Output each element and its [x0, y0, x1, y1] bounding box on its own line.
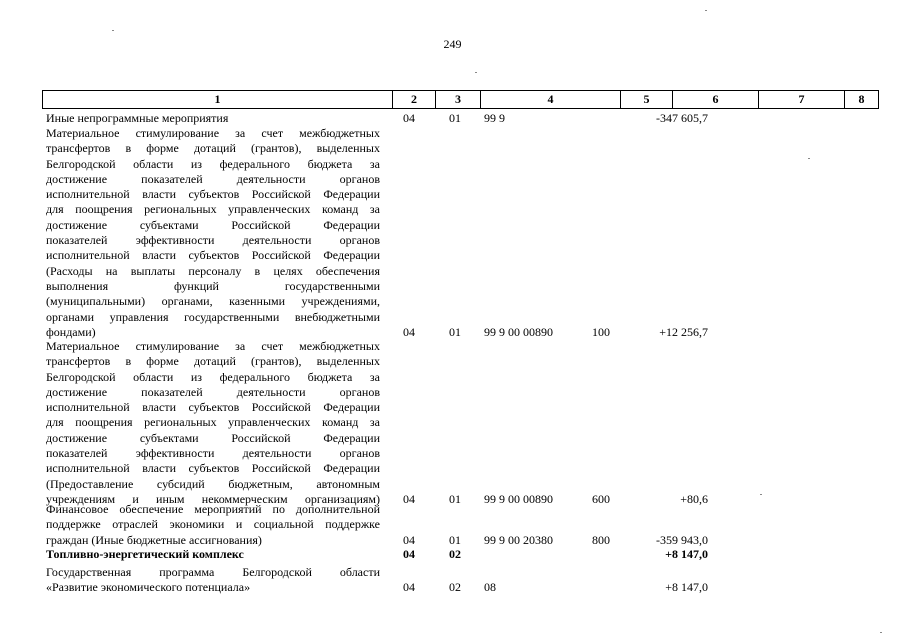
- expense-type-code: 800: [592, 532, 610, 547]
- subsection-code: 02: [449, 547, 461, 561]
- subsection-code: 01: [449, 324, 461, 339]
- header-col-2: 2: [393, 91, 436, 108]
- description-line: исполнительной власти субъектов Российской Федерации: [46, 187, 380, 202]
- description-line: достижение показателей деятельности органов: [46, 384, 380, 399]
- subsection-code: 02: [449, 580, 461, 595]
- row-description: [46, 111, 380, 126]
- amount-value: -347 605,7: [656, 111, 708, 125]
- section-code: 04: [403, 324, 415, 339]
- amount-value: +8 147,0: [665, 580, 708, 595]
- scan-speck: [705, 10, 707, 11]
- expense-type-code: 600: [592, 492, 610, 506]
- row-description: [46, 565, 380, 596]
- amount-value: -359 943,0: [656, 532, 708, 547]
- description-line: (муниципальными) органами, казенными учреждениями,: [46, 294, 380, 309]
- description-line: Материальное стимулирование за счет межбюджетных: [46, 126, 380, 140]
- header-col-7: 7: [759, 91, 845, 108]
- description-line: учреждениям и иным некоммерческим организациям): [46, 491, 380, 506]
- table-header: [42, 90, 879, 109]
- scan-speck: [760, 494, 762, 495]
- description-line: исполнительной власти субъектов Российской Федерации: [46, 461, 380, 476]
- description-line: трансфертов в форме дотаций (грантов), выделенных: [46, 354, 380, 369]
- section-code: 04: [403, 492, 415, 506]
- description-line: Иные непрограммные мероприятия: [46, 111, 229, 125]
- scan-speck: [475, 72, 477, 73]
- description-line: достижение субъектами Российской Федерации: [46, 217, 380, 232]
- description-line: показателей эффективности деятельности органов: [46, 446, 380, 461]
- description-line: Белгородской области из федерального бюджета за: [46, 369, 380, 384]
- description-line: Государственная программа Белгородской области: [46, 565, 380, 579]
- description-line: выполнения функций государственными: [46, 278, 380, 293]
- target-article-code: 08: [484, 580, 496, 595]
- header-col-3: 3: [436, 91, 481, 108]
- target-article-code: 99 9: [484, 111, 505, 125]
- description-line: Белгородской области из федерального бюджета за: [46, 156, 380, 171]
- row-description: [46, 339, 380, 507]
- expense-type-code: 100: [592, 324, 610, 339]
- description-line: достижение показателей деятельности органов: [46, 171, 380, 186]
- scan-speck: [112, 30, 114, 31]
- description-line: поддержке отраслей экономики и социальной поддержке: [46, 517, 380, 532]
- section-code: 04: [403, 547, 415, 561]
- description-line: исполнительной власти субъектов Российской Федерации: [46, 400, 380, 415]
- section-code: 04: [403, 532, 415, 547]
- description-line: фондами): [46, 324, 96, 339]
- row-description: [46, 502, 380, 548]
- description-line: Топливно-энергетический комплекс: [46, 547, 244, 561]
- description-line: Финансовое обеспечение мероприятий по дополнительной: [46, 502, 380, 516]
- target-article-code: 99 9 00 00890: [484, 324, 553, 339]
- amount-value: +12 256,7: [659, 324, 708, 339]
- scan-speck: [808, 158, 810, 159]
- description-line: Материальное стимулирование за счет межбюджетных: [46, 339, 380, 353]
- scan-speck: [880, 632, 882, 633]
- row-description: [46, 547, 380, 562]
- description-line: достижение субъектами Российской Федерации: [46, 430, 380, 445]
- page-number: 249: [443, 37, 462, 51]
- header-col-6: 6: [673, 91, 759, 108]
- description-line: «Развитие экономического потенциала»: [46, 580, 251, 595]
- description-line: трансфертов в форме дотаций (грантов), выделенных: [46, 141, 380, 156]
- description-line: показателей эффективности деятельности органов: [46, 233, 380, 248]
- header-col-5: 5: [621, 91, 673, 108]
- description-line: (Расходы на выплаты персоналу в целях обеспечения: [46, 263, 380, 278]
- subsection-code: 01: [449, 111, 461, 125]
- description-line: органами управления государственными внебюджетными: [46, 309, 380, 324]
- description-line: исполнительной власти субъектов Российской Федерации: [46, 248, 380, 263]
- target-article-code: 99 9 00 00890: [484, 492, 553, 506]
- header-col-1: 1: [43, 91, 393, 108]
- header-col-8: 8: [858, 92, 865, 106]
- target-article-code: 99 9 00 20380: [484, 532, 553, 547]
- row-description: [46, 126, 380, 340]
- description-line: (Предоставление субсидий бюджетным, автономным: [46, 476, 380, 491]
- description-line: граждан (Иные бюджетные ассигнования): [46, 532, 262, 547]
- description-line: для поощрения региональных управленческих команд за: [46, 202, 380, 217]
- section-code: 04: [403, 580, 415, 595]
- amount-value: +8 147,0: [665, 547, 708, 561]
- description-line: для поощрения региональных управленческих команд за: [46, 415, 380, 430]
- amount-value: +80,6: [680, 492, 708, 506]
- header-col-4: 4: [481, 91, 621, 108]
- subsection-code: 01: [449, 532, 461, 547]
- section-code: 04: [403, 111, 415, 125]
- subsection-code: 01: [449, 492, 461, 506]
